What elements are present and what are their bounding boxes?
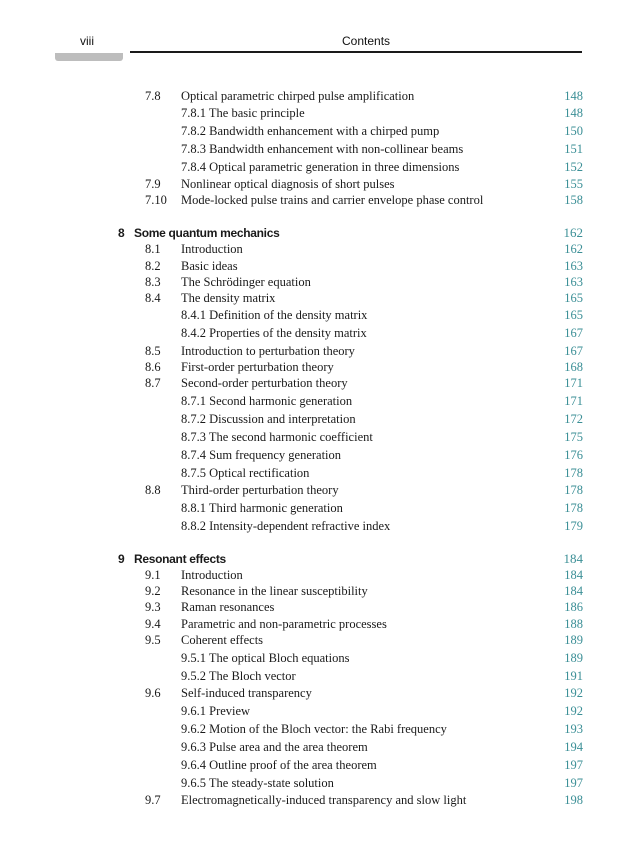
toc-page-number[interactable]: 178	[564, 483, 583, 497]
toc-section-entry[interactable]	[0, 631, 638, 649]
toc-page-number[interactable]: 162	[564, 242, 583, 256]
toc-page-number[interactable]: 163	[564, 259, 583, 273]
toc-page-number[interactable]: 172	[564, 412, 583, 426]
toc-page-number[interactable]: 167	[564, 344, 583, 358]
toc-entry-title: Nonlinear optical diagnosis of short pulses	[181, 177, 395, 191]
toc-section-entry[interactable]	[0, 684, 638, 702]
toc-entry-title: Second-order perturbation theory	[181, 376, 348, 390]
toc-page-number[interactable]: 167	[564, 326, 583, 340]
toc-entry-title: 7.8.1 The basic principle	[181, 106, 305, 120]
toc-subsection-entry[interactable]	[0, 104, 638, 122]
toc-page-number[interactable]: 189	[564, 651, 583, 665]
toc-page-number[interactable]: 198	[564, 793, 583, 807]
toc-subsection-entry[interactable]	[0, 720, 638, 738]
toc-page-number[interactable]: 178	[564, 501, 583, 515]
toc-entry-title: Coherent effects	[181, 633, 264, 647]
toc-section-entry[interactable]	[0, 481, 638, 499]
toc-subsection-entry[interactable]	[0, 324, 638, 342]
toc-page-number[interactable]: 163	[564, 275, 583, 289]
toc-subsection-entry[interactable]	[0, 702, 638, 720]
toc-entry-number: 8.6	[145, 360, 161, 374]
toc-page-number[interactable]: 148	[564, 89, 583, 103]
toc-entry-number: 8.4	[145, 291, 161, 305]
toc-entry-number: 7.9	[145, 177, 161, 191]
toc-entry-title: 8.8.1 Third harmonic generation	[181, 501, 343, 515]
toc-entry-number: 9.5	[145, 633, 161, 647]
toc-subsection-entry[interactable]	[0, 446, 638, 464]
toc-entry-title: Third-order perturbation theory	[181, 483, 339, 497]
toc-page-number[interactable]: 184	[564, 584, 583, 598]
toc-page-number[interactable]: 194	[564, 740, 583, 754]
toc-page-number[interactable]: 192	[564, 704, 583, 718]
toc-entry-title: 9.5.2 The Bloch vector	[181, 669, 296, 683]
toc-entry-title: 8.8.2 Intensity-dependent refractive index	[181, 519, 391, 533]
toc-entry-title: Mode-locked pulse trains and carrier envelope phase control	[181, 193, 484, 207]
toc-page-number[interactable]: 178	[564, 466, 583, 480]
toc-entry-title: Introduction	[181, 242, 243, 256]
toc-entry-title: 7.8.2 Bandwidth enhancement with a chirped pump	[181, 124, 440, 138]
toc-entry-number: 7.10	[145, 193, 167, 207]
toc-entry-number: 8.7	[145, 376, 161, 390]
toc-page-number[interactable]: 168	[564, 360, 583, 374]
toc-page-number[interactable]: 188	[564, 617, 583, 631]
toc-entry-title: 9.6.4 Outline proof of the area theorem	[181, 758, 377, 772]
toc-entry-title: Optical parametric chirped pulse amplification	[181, 89, 415, 103]
toc-page-number[interactable]: 184	[564, 568, 583, 582]
toc-page-number[interactable]: 152	[564, 160, 583, 174]
toc-subsection-entry[interactable]	[0, 517, 638, 535]
toc-entry-title: 8.4.2 Properties of the density matrix	[181, 326, 367, 340]
toc-entry-number: 9.1	[145, 568, 161, 582]
toc-page-number[interactable]: 197	[564, 776, 583, 790]
toc-entry-number: 8.2	[145, 259, 161, 273]
toc-entry-title: Some quantum mechanics	[134, 226, 280, 240]
toc-entry-number: 9.2	[145, 584, 161, 598]
toc-page-number[interactable]: 179	[564, 519, 583, 533]
toc-subsection-entry[interactable]	[0, 464, 638, 482]
toc-section-entry[interactable]	[0, 598, 638, 616]
toc-page-number[interactable]: 171	[564, 376, 583, 390]
toc-subsection-entry[interactable]	[0, 649, 638, 667]
header-rule	[130, 51, 582, 53]
toc-page-number[interactable]: 151	[564, 142, 583, 156]
toc-entry-number: 9.3	[145, 600, 161, 614]
toc-entry-title: Electromagnetically-induced transparency and slow light	[181, 793, 467, 807]
toc-subsection-entry[interactable]	[0, 410, 638, 428]
toc-page-number[interactable]: 162	[563, 225, 583, 240]
toc-entry-title: The Schrödinger equation	[181, 275, 311, 289]
toc-subsection-entry[interactable]	[0, 392, 638, 410]
toc-entry-title: The density matrix	[181, 291, 276, 305]
toc-section-entry[interactable]	[0, 191, 638, 209]
toc-entry-title: 8.7.1 Second harmonic generation	[181, 394, 353, 408]
toc-section-entry[interactable]	[0, 87, 638, 105]
toc-entry-title: First-order perturbation theory	[181, 360, 334, 374]
toc-entry-number: 9	[118, 552, 125, 566]
toc-entry-number: 8.8	[145, 483, 161, 497]
toc-page-number[interactable]: 155	[564, 177, 583, 191]
toc-entry-number: 8.1	[145, 242, 161, 256]
toc-page-number[interactable]: 148	[564, 106, 583, 120]
toc-section-entry[interactable]	[0, 289, 638, 307]
toc-entry-title: Introduction	[181, 568, 243, 582]
toc-entry-title: 9.6.5 The steady-state solution	[181, 776, 334, 790]
toc-subsection-entry[interactable]	[0, 158, 638, 176]
toc-entry-title: 8.7.4 Sum frequency generation	[181, 448, 342, 462]
toc-entry-title: 7.8.4 Optical parametric generation in three dimensions	[181, 160, 460, 174]
toc-entry-number: 7.8	[145, 89, 161, 103]
toc-page-number[interactable]: 192	[564, 686, 583, 700]
toc-page-number[interactable]: 186	[564, 600, 583, 614]
toc-entry-title: 9.6.2 Motion of the Bloch vector: the Rabi frequency	[181, 722, 447, 736]
toc-page-number[interactable]: 197	[564, 758, 583, 772]
toc-subsection-entry[interactable]	[0, 774, 638, 792]
toc-page-number[interactable]: 193	[564, 722, 583, 736]
toc-entry-title: 9.6.3 Pulse area and the area theorem	[181, 740, 368, 754]
toc-entry-title: Basic ideas	[181, 259, 238, 273]
toc-entry-title: 8.7.2 Discussion and interpretation	[181, 412, 356, 426]
toc-page-number[interactable]: 171	[564, 394, 583, 408]
toc-section-entry[interactable]	[0, 374, 638, 392]
toc-subsection-entry[interactable]	[0, 428, 638, 446]
toc-entry-title: 9.5.1 The optical Bloch equations	[181, 651, 350, 665]
toc-entry-title: 8.7.3 The second harmonic coefficient	[181, 430, 373, 444]
toc-subsection-entry[interactable]	[0, 122, 638, 140]
toc-page-number[interactable]: 184	[563, 551, 583, 566]
page-edge-tab	[55, 53, 123, 61]
toc-entry-title: Parametric and non-parametric processes	[181, 617, 387, 631]
toc-section-entry[interactable]	[0, 240, 638, 258]
toc-entry-title: Raman resonances	[181, 600, 275, 614]
toc-entry-title: 8.4.1 Definition of the density matrix	[181, 308, 368, 322]
toc-subsection-entry[interactable]	[0, 738, 638, 756]
toc-subsection-entry[interactable]	[0, 306, 638, 324]
toc-page-number[interactable]: 176	[564, 448, 583, 462]
toc-section-entry[interactable]	[0, 791, 638, 809]
toc-entry-title: 9.6.1 Preview	[181, 704, 251, 718]
toc-subsection-entry[interactable]	[0, 667, 638, 685]
toc-entry-title: Resonant effects	[134, 552, 226, 566]
page-number: viii	[80, 34, 94, 48]
toc-entry-number: 9.6	[145, 686, 161, 700]
toc-entry-number: 9.4	[145, 617, 161, 631]
toc-page-number[interactable]: 165	[564, 308, 583, 322]
toc-entry-title: Introduction to perturbation theory	[181, 344, 355, 358]
toc-page-number[interactable]: 158	[564, 193, 583, 207]
toc-entry-number: 8.5	[145, 344, 161, 358]
toc-subsection-entry[interactable]	[0, 499, 638, 517]
toc-entry-number: 9.7	[145, 793, 161, 807]
toc-page-number[interactable]: 165	[564, 291, 583, 305]
toc-page-number[interactable]: 191	[564, 669, 583, 683]
toc-subsection-entry[interactable]	[0, 140, 638, 158]
toc-entry-title: 8.7.5 Optical rectification	[181, 466, 310, 480]
toc-entry-title: Self-induced transparency	[181, 686, 312, 700]
toc-page-number[interactable]: 189	[564, 633, 583, 647]
running-title: Contents	[342, 34, 391, 48]
toc-page-number[interactable]: 175	[564, 430, 583, 444]
toc-entry-title: 7.8.3 Bandwidth enhancement with non-collinear beams	[181, 142, 464, 156]
toc-entry-number: 8.3	[145, 275, 161, 289]
toc-entry-title: Resonance in the linear susceptibility	[181, 584, 368, 598]
toc-entry-number: 8	[118, 226, 125, 240]
toc-subsection-entry[interactable]	[0, 756, 638, 774]
toc-page-number[interactable]: 150	[564, 124, 583, 138]
